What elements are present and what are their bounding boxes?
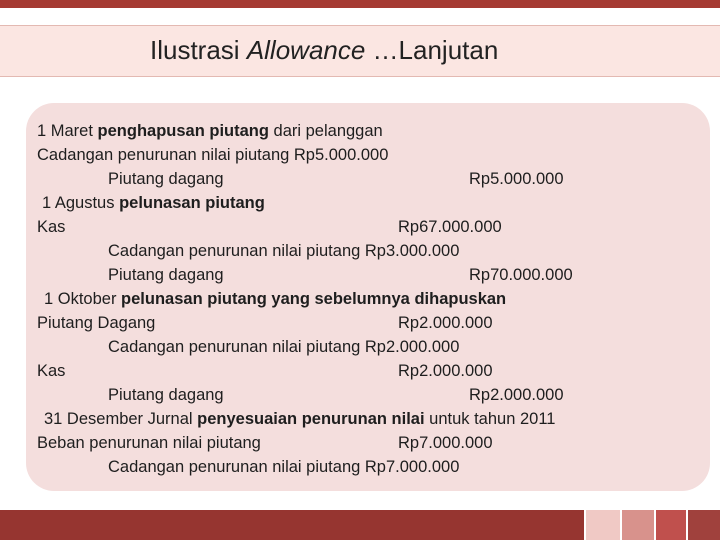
line-text: untuk tahun 2011 (424, 410, 556, 428)
title-italic: Allowance (246, 35, 366, 65)
journal-line (37, 121, 383, 141)
footer-segment-dark (688, 510, 720, 540)
line-text: 31 Desember Jurnal (44, 410, 198, 428)
journal-line: Rp7.000.000 (398, 434, 493, 452)
line-text: 1 Oktober (44, 290, 122, 308)
line-text: 1 Maret (37, 122, 98, 140)
journal-line (44, 289, 506, 309)
line-bold-text: pelunasan piutang yang sebelumnya dihapuskan (121, 290, 507, 308)
journal-line (42, 193, 265, 213)
journal-line: Cadangan penurunan nilai piutang Rp5.000.000 (37, 146, 389, 164)
footer-segment-light (586, 510, 620, 540)
footer-bar (0, 510, 720, 540)
journal-line: Cadangan penurunan nilai piutang Rp3.000.000 (108, 242, 460, 260)
journal-line: Piutang dagang (108, 386, 224, 404)
journal-line: Cadangan penurunan nilai piutang Rp7.000.000 (108, 458, 460, 476)
line-bold-text: pelunasan piutang (119, 194, 265, 212)
footer-segment-mid (622, 510, 654, 540)
journal-line (44, 409, 555, 429)
journal-line: Rp2.000.000 (398, 314, 493, 332)
title-band (0, 25, 720, 77)
slide-title (150, 35, 498, 66)
journal-line: Kas (37, 218, 66, 236)
journal-line: Cadangan penurunan nilai piutang Rp2.000.000 (108, 338, 460, 356)
journal-line: Rp70.000.000 (469, 266, 573, 284)
line-bold-text: penghapusan piutang (97, 122, 269, 140)
footer-segment-accent (656, 510, 686, 540)
footer-segment-main (0, 510, 584, 540)
title-suffix: …Lanjutan (365, 35, 499, 65)
top-accent-bar (0, 0, 720, 8)
title-prefix: Ilustrasi (150, 35, 247, 65)
line-text: 1 Agustus (42, 194, 120, 212)
journal-line: Rp2.000.000 (398, 362, 493, 380)
journal-line: Piutang dagang (108, 266, 224, 284)
journal-line: Piutang dagang (108, 170, 224, 188)
journal-line: Piutang Dagang (37, 314, 156, 332)
journal-line: Beban penurunan nilai piutang (37, 434, 261, 452)
line-bold-text: penyesuaian penurunan nilai (197, 410, 425, 428)
journal-line: Rp5.000.000 (469, 170, 564, 188)
journal-line: Rp2.000.000 (469, 386, 564, 404)
journal-line: Rp67.000.000 (398, 218, 502, 236)
line-text: dari pelanggan (268, 122, 383, 140)
journal-line: Kas (37, 362, 66, 380)
